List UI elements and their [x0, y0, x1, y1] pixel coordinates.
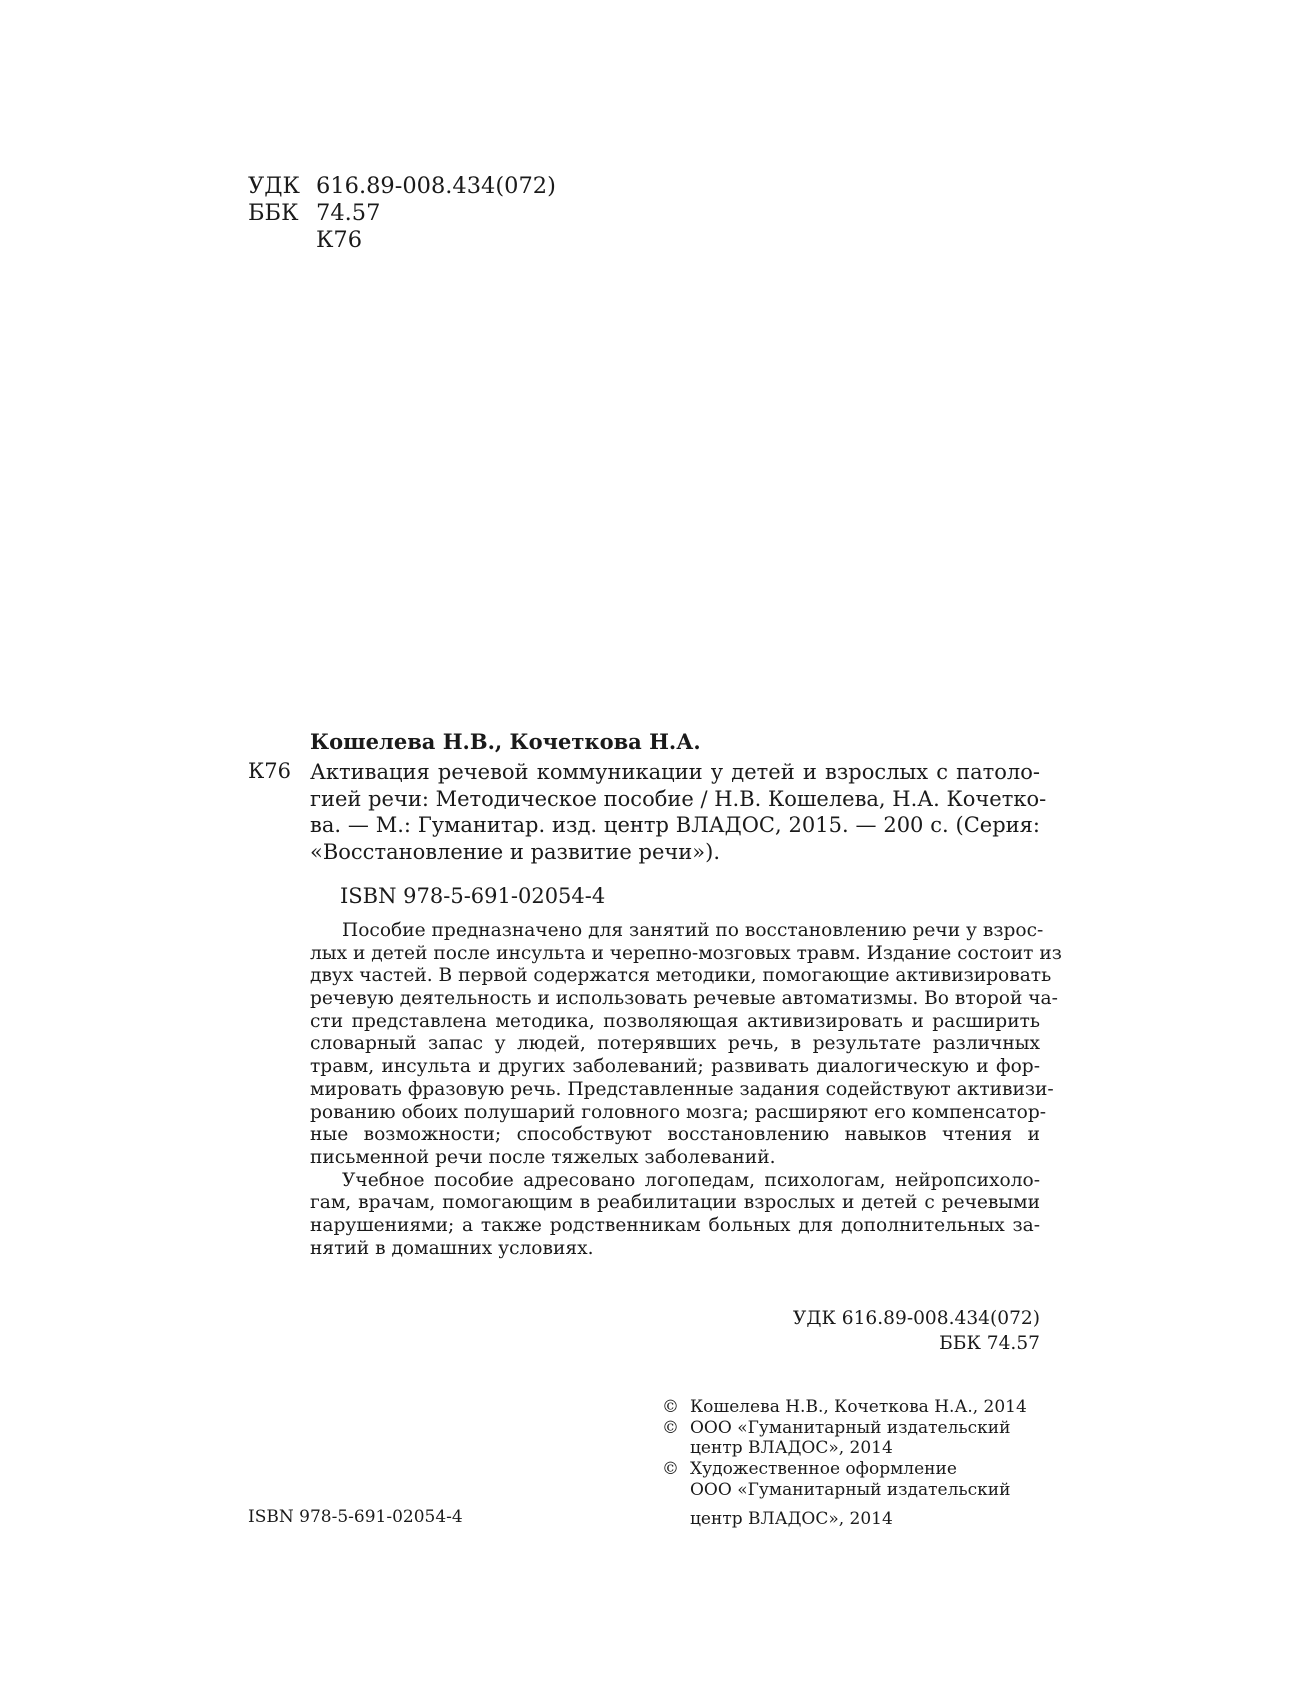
annotation-line: ные возможности; способствуют восстановлению навыков чтения и — [310, 1124, 1040, 1146]
annotation-line: письменной речи после тяжелых заболеваний. — [310, 1146, 776, 1168]
annotation-line: гам, врачам, помогающим в реабилитации взрослых и детей с речевыми — [310, 1192, 1040, 1214]
author-heading: Кошелева Н.В., Кочеткова Н.А. — [310, 729, 701, 754]
annotation-line: словарный запас у людей, потерявших речь, в результате различных — [310, 1033, 1040, 1055]
description-line: гией речи: Методическое пособие / Н.В. Кошелева, Н.А. Кочетко- — [310, 786, 1047, 811]
annotation-line: лых и детей после инсульта и черепно-мозговых травм. Издание состоит из — [310, 942, 1062, 964]
classification-top — [248, 173, 556, 254]
copyright-design-publisher: ООО «Гуманитарный издательский — [690, 1479, 1011, 1500]
annotation-line: нятий в домашних условиях. — [310, 1237, 594, 1259]
annotation-line: мировать фразовую речь. Представленные задания содействуют активизи- — [310, 1078, 1054, 1100]
copyright-design-publisher-cont: центр ВЛАДОС», 2014 — [690, 1509, 893, 1529]
description-line: Активация речевой коммуникации у детей и взрослых с патоло- — [310, 760, 1040, 784]
copyright-authors: Кошелева Н.В., Кочеткова Н.А., 2014 — [690, 1397, 1027, 1417]
udk-bottom: УДК 616.89-008.434(072) — [792, 1308, 1040, 1329]
annotation-line: Пособие предназначено для занятий по восстановлению речи у взрос- — [342, 920, 1044, 941]
annotation-line: нарушениями; а также родственникам больных для дополнительных за- — [310, 1214, 1040, 1236]
bbk-row — [248, 200, 556, 227]
udk-row — [248, 173, 556, 200]
annotation — [310, 920, 1062, 1260]
author-mark-side: К76 — [248, 759, 291, 783]
author-mark-top: К76 — [316, 227, 363, 253]
copyright-icon: © — [662, 1459, 679, 1480]
annotation-line: рованию обоих полушарий головного мозга; расширяют его компенсатор- — [310, 1101, 1047, 1123]
bbk-label: ББК — [248, 200, 299, 226]
copyright-design: Художественное оформление — [690, 1459, 957, 1480]
isbn-bottom: ISBN 978-5-691-02054-4 — [248, 1507, 463, 1527]
udk-value: 616.89-008.434(072) — [316, 173, 556, 199]
annotation-line: двух частей. В первой содержатся методики, помогающие активизировать — [310, 965, 1052, 987]
copyright-publisher-cont: центр ВЛАДОС», 2014 — [690, 1438, 893, 1459]
description-line: «Восстановление и развитие речи»). — [310, 839, 721, 864]
udk-label: УДК — [248, 173, 300, 199]
author-mark-row — [248, 227, 556, 254]
annotation-line: сти представлена методика, позволяющая активизировать и расширить — [310, 1010, 1040, 1032]
isbn-record: ISBN 978-5-691-02054-4 — [340, 884, 606, 908]
copyright-icon: © — [662, 1397, 679, 1417]
annotation-line: речевую деятельность и использовать речевые автоматизмы. Во второй ча- — [310, 988, 1058, 1010]
bibliographic-description — [310, 759, 1047, 865]
description-line: ва. — М.: Гуманитар. изд. центр ВЛАДОС, 2015. — 200 с. (Серия: — [310, 813, 1040, 837]
copyright-icon: © — [662, 1417, 679, 1438]
annotation-line: Учебное пособие адресовано логопедам, психологам, нейропсихоло- — [342, 1169, 1040, 1191]
annotation-line: травм, инсульта и других заболеваний; развивать диалогическую и фор- — [310, 1056, 1040, 1078]
classification-bottom — [793, 1306, 1040, 1356]
copyright-publisher: ООО «Гуманитарный издательский — [690, 1417, 1011, 1438]
bbk-value: 74.57 — [316, 200, 381, 226]
bbk-bottom: ББК 74.57 — [939, 1333, 1040, 1354]
copyright-block — [662, 1397, 1027, 1500]
